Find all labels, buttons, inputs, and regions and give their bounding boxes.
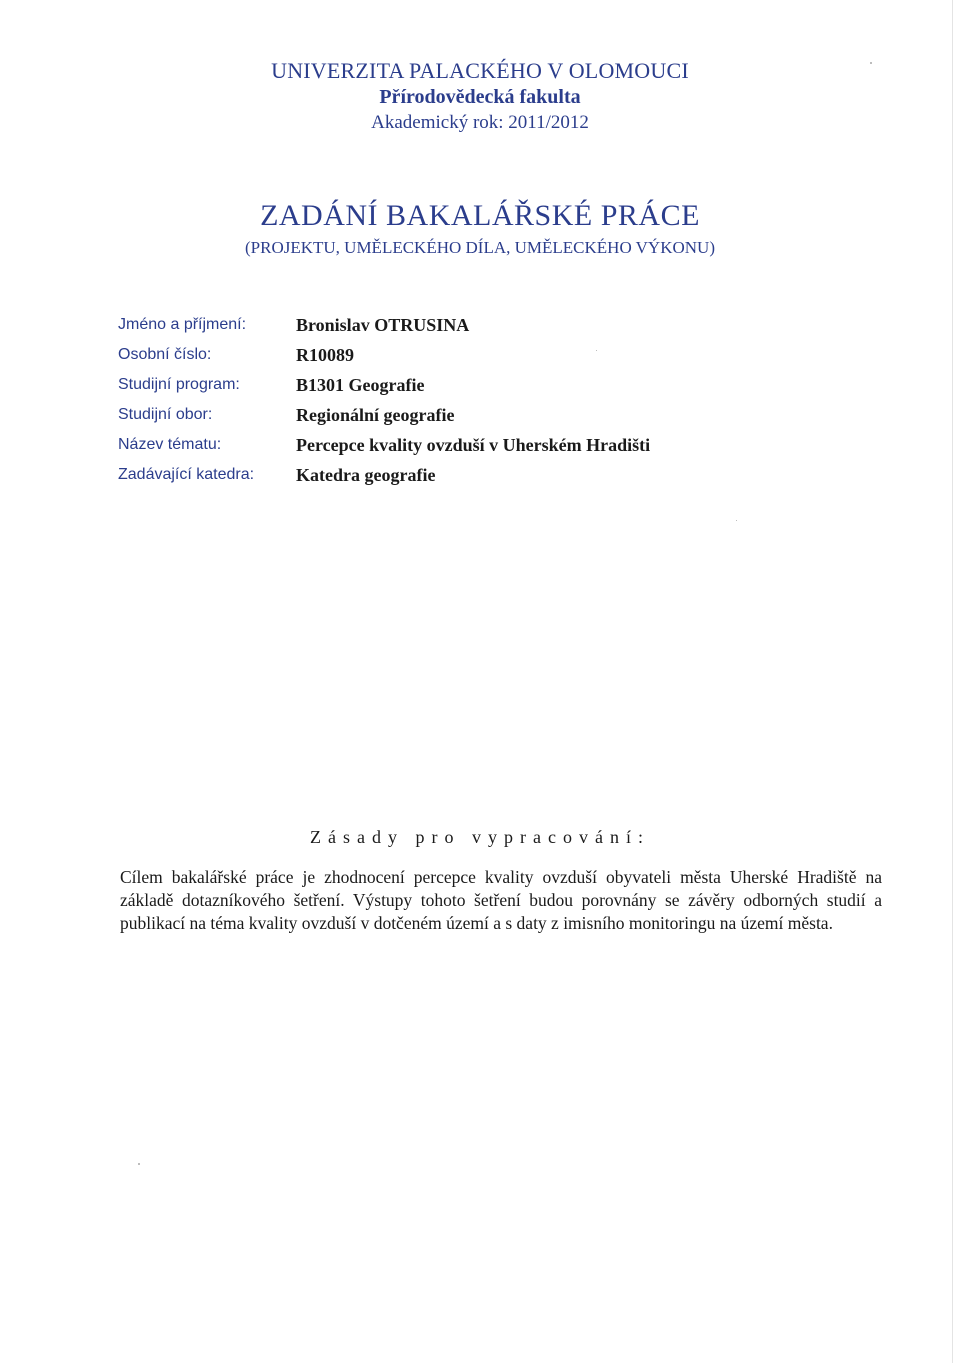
info-value-personal-number: R10089 — [296, 344, 354, 365]
title-block — [0, 198, 960, 260]
faculty-name: Přírodovědecká fakulta — [379, 86, 581, 108]
info-label: Název tématu: — [118, 436, 222, 453]
document-subtitle: (PROJEKTU, UMĚLECKÉHO DÍLA, UMĚLECKÉHO VÝKONU) — [245, 238, 715, 257]
info-label: Studijní program: — [118, 376, 240, 393]
info-row-name — [118, 310, 650, 340]
info-row-study-field — [118, 400, 650, 430]
info-label: Zadávající katedra: — [118, 466, 255, 483]
info-label: Studijní obor: — [118, 406, 213, 423]
info-value-name: Bronislav OTRUSINA — [296, 314, 470, 335]
scan-speck — [870, 62, 872, 64]
document-title: ZADÁNÍ BAKALÁŘSKÉ PRÁCE — [260, 199, 700, 232]
info-label: Jméno a příjmení: — [118, 316, 247, 333]
info-value-topic: Percepce kvality ovzduší v Uherském Hradišti — [296, 434, 651, 455]
scan-speck — [736, 520, 737, 521]
document-header — [0, 58, 960, 136]
info-row-topic — [118, 430, 650, 460]
student-info-table — [118, 310, 650, 490]
guidelines-heading: Zásady pro vypracování: — [310, 827, 650, 847]
scan-speck — [596, 350, 597, 351]
guidelines-paragraph: Cílem bakalářské práce je zhodnocení percepce kvality ovzduší obyvateli města Uherské Hradiště na základě dotazníkového šetření. Výstupy tohoto šetření budou porovnány se závěry odborných studií a publikací na téma kvality ovzduší v dotčeném území a s daty z imisního monitoringu na území města. — [120, 867, 882, 933]
info-label: Osobní číslo: — [118, 346, 212, 363]
university-name: UNIVERZITA PALACKÉHO V OLOMOUCI — [271, 58, 689, 83]
scan-speck — [952, 0, 953, 1363]
info-value-study-program: B1301 Geografie — [296, 374, 425, 395]
info-value-study-field: Regionální geografie — [296, 404, 455, 425]
info-value-department: Katedra geografie — [296, 464, 436, 485]
info-row-department — [118, 460, 650, 490]
academic-year: Akademický rok: 2011/2012 — [371, 112, 589, 133]
info-row-study-program — [118, 370, 650, 400]
scan-speck — [138, 1163, 140, 1165]
info-row-personal-number — [118, 340, 650, 370]
